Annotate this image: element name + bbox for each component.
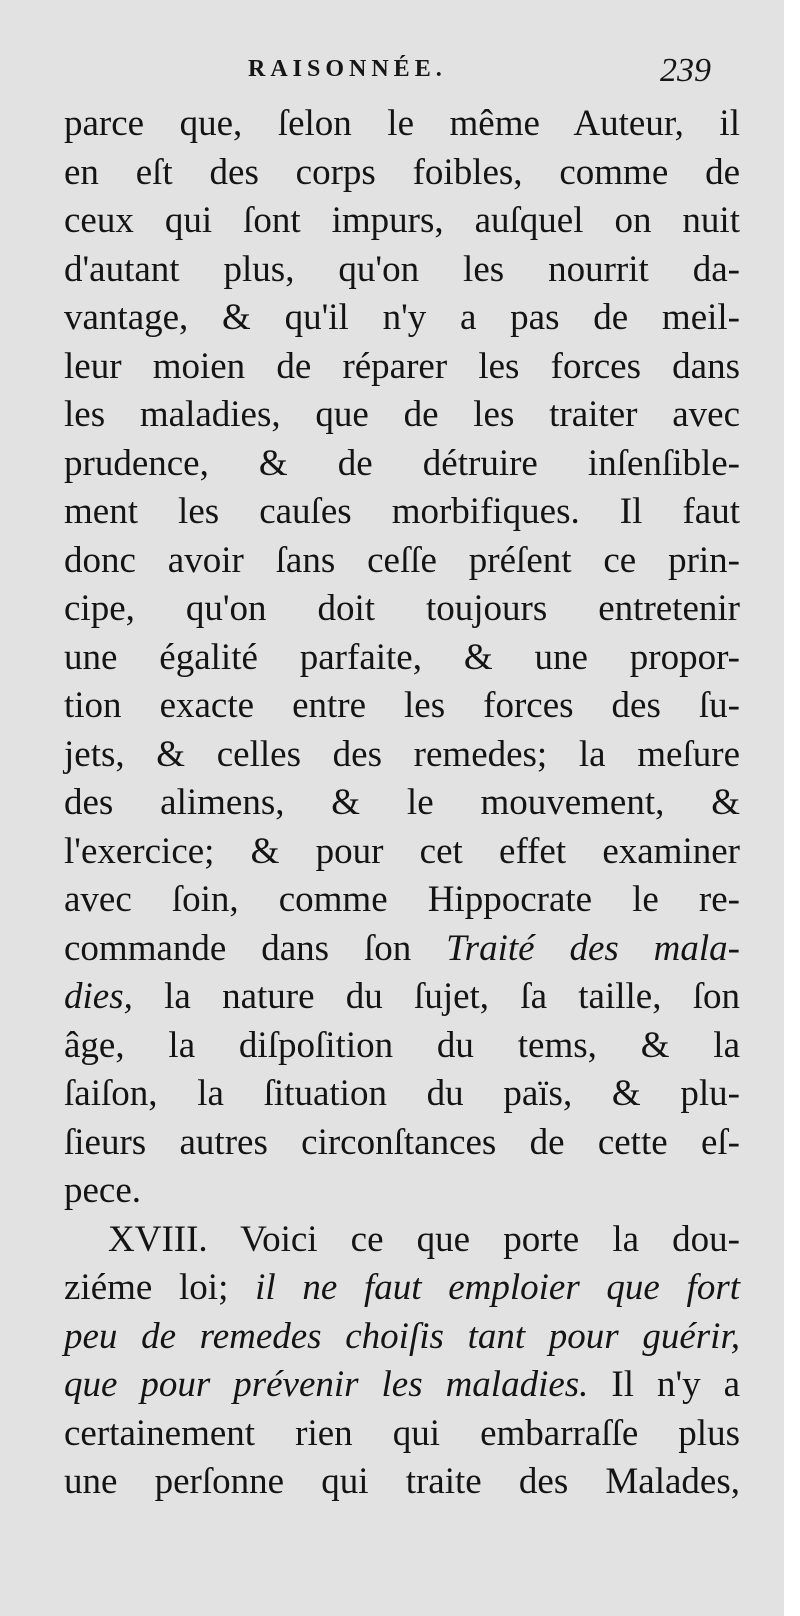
text-line: des alimens, & le mouvement, & — [64, 782, 740, 823]
text-line: XVIII. Voici ce que porte la dou- — [108, 1218, 740, 1260]
text-line: ceux qui ſont impurs, auſquel on nuit — [64, 200, 740, 241]
text-line: peu de remedes choiſis tant pour guérir, — [64, 1315, 740, 1357]
page-header — [0, 52, 792, 96]
text-line: prudence, & de détruire inſenſible- — [64, 442, 740, 484]
text-line: ſaiſon, la ſituation du païs, & plu- — [64, 1073, 740, 1114]
text-segment: commande dans ſon — [64, 927, 412, 969]
text-line: ſieurs autres circonſtances de cette eſ- — [64, 1121, 740, 1163]
text-line: âge, la diſpoſition du tems, & la — [64, 1024, 740, 1066]
text-line: donc avoir ſans ceſſe préſent ce prin- — [64, 539, 740, 581]
italic-law: il ne faut emploier que fort — [255, 1267, 741, 1308]
italic-law: que pour prévenir les maladies. — [64, 1364, 589, 1405]
text-line: avec ſoin, comme Hippocrate le re- — [64, 879, 740, 920]
text-line: une égalité parfaite, & une propor- — [64, 636, 740, 678]
text-line: l'exercice; & pour cet effet examiner — [64, 830, 740, 872]
text-line — [64, 925, 740, 974]
text-line: jets, & celles des remedes; la meſure — [64, 733, 740, 775]
text-line — [64, 1264, 740, 1313]
running-head: RAISONNÉE. — [248, 56, 447, 82]
text-segment: Il n'y a — [611, 1364, 740, 1405]
text-line: certainement rien qui embarraſſe plus — [64, 1412, 740, 1454]
text-line: ment les cauſes morbifiques. Il faut — [64, 491, 740, 532]
text-line: d'autant plus, qu'on les nourrit da- — [64, 248, 740, 290]
text-line: cipe, qu'on doit toujours entretenir — [64, 588, 740, 629]
text-segment: ziéme loi; — [64, 1267, 229, 1308]
text-line — [64, 973, 740, 1022]
italic-title: dies, — [64, 976, 133, 1017]
body-text — [64, 100, 740, 1507]
text-line — [64, 1361, 740, 1410]
text-segment: la nature du ſujet, ſa taille, ſon — [164, 976, 741, 1017]
text-line: vantage, & qu'il n'y a pas de meil- — [64, 297, 740, 338]
text-line: pece. — [64, 1170, 142, 1211]
page-edge — [784, 0, 792, 1616]
italic-title: Traité des mala- — [446, 927, 741, 969]
text-line: une perſonne qui traite des Malades, — [64, 1461, 740, 1502]
text-line: les maladies, que de les traiter avec — [64, 394, 740, 435]
text-line: en eſt des corps foibles, comme de — [64, 151, 740, 193]
text-line: leur moien de réparer les forces dans — [64, 345, 740, 387]
text-line: parce que, ſelon le même Auteur, il — [64, 103, 740, 144]
page-number: 239 — [660, 52, 711, 89]
text-line: tion exacte entre les forces des ſu- — [64, 685, 740, 726]
